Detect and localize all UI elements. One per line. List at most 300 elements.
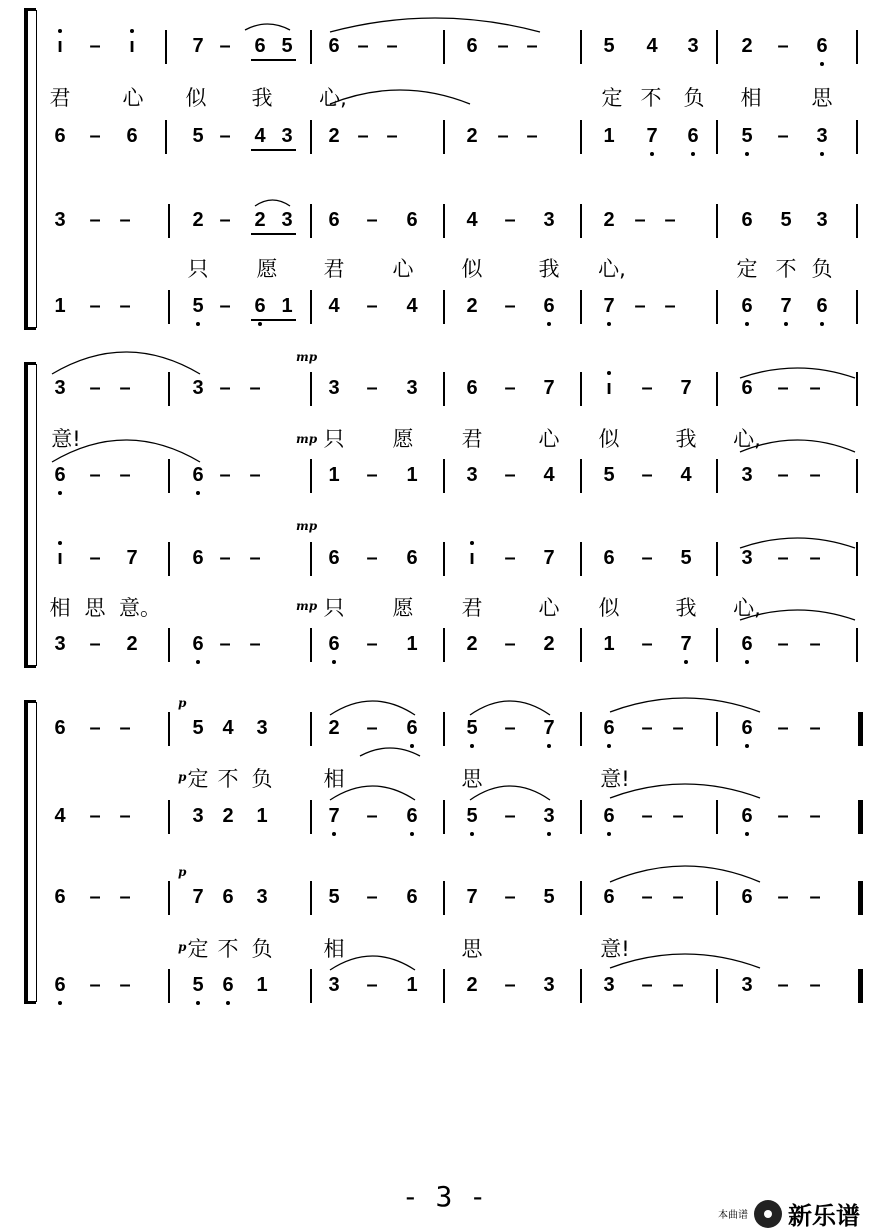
- note-digit: 6: [222, 974, 234, 996]
- barline: [443, 881, 445, 915]
- lyric-syllable: 相: [49, 596, 71, 620]
- note-digit: 2: [466, 633, 478, 655]
- system-line: [36, 364, 37, 666]
- barline: [580, 969, 582, 1003]
- dash-extension: –: [219, 547, 231, 569]
- note-digit: 6: [54, 717, 66, 739]
- dash-extension: –: [777, 547, 789, 569]
- dash-extension: –: [526, 125, 538, 147]
- lyric-syllable: 心,: [733, 596, 761, 620]
- dash-extension: –: [219, 633, 231, 655]
- slur-arc: [470, 701, 550, 715]
- lyric-syllable: 我: [251, 86, 273, 110]
- lyric-syllable: 心: [538, 596, 560, 620]
- note-digit: 7: [543, 547, 555, 569]
- barline: [580, 881, 582, 915]
- note-digit: 7: [646, 125, 658, 147]
- dash-extension: –: [777, 886, 789, 908]
- lyric-syllable: 思: [461, 937, 483, 961]
- barline: [716, 800, 718, 834]
- barline: [716, 969, 718, 1003]
- note-digit: 1: [406, 464, 418, 486]
- lyric-syllable: 意!: [600, 937, 630, 961]
- note-digit: 3: [816, 125, 828, 147]
- octave-dot-below: [691, 152, 695, 156]
- note-digit: 4: [406, 295, 418, 317]
- barline: [580, 542, 582, 576]
- note-digit: 3: [54, 377, 66, 399]
- dash-extension: –: [672, 717, 684, 739]
- slur-arc: [610, 784, 760, 798]
- note-digit: 2: [466, 295, 478, 317]
- lyric-syllable: 似: [598, 427, 620, 451]
- note-digit: 2: [126, 633, 138, 655]
- dash-extension: –: [504, 295, 516, 317]
- barline: [168, 881, 170, 915]
- system-bracket: [24, 362, 35, 668]
- dash-extension: –: [504, 377, 516, 399]
- dash-extension: –: [777, 974, 789, 996]
- octave-dot-below: [196, 1001, 200, 1005]
- dynamic-p: p: [178, 865, 187, 879]
- note-digit: 6: [543, 295, 555, 317]
- dynamic-mp: mp: [296, 599, 318, 613]
- lyric-syllable: 我: [675, 596, 697, 620]
- note-digit: 3: [687, 35, 699, 57]
- lyric-syllable: 定: [187, 937, 209, 961]
- note-digit: 3: [328, 974, 340, 996]
- slur-arc: [255, 200, 290, 206]
- barline: [168, 628, 170, 662]
- dash-extension: –: [89, 633, 101, 655]
- octave-dot-below: [650, 152, 654, 156]
- note-digit: 4: [466, 209, 478, 231]
- dash-extension: –: [526, 35, 538, 57]
- slur-arc: [330, 701, 415, 715]
- note-digit: 7: [543, 717, 555, 739]
- dash-extension: –: [219, 464, 231, 486]
- note-digit: 6: [54, 974, 66, 996]
- note-digit: 7: [680, 633, 692, 655]
- note-digit: 6: [328, 633, 340, 655]
- note-digit: 6: [816, 295, 828, 317]
- note-digit: 6: [192, 547, 204, 569]
- dash-extension: –: [219, 295, 231, 317]
- note-digit: ı: [57, 35, 63, 57]
- note-digit: 6: [328, 35, 340, 57]
- octave-dot-below: [820, 62, 824, 66]
- note-digit: 6: [54, 125, 66, 147]
- dash-extension: –: [634, 209, 646, 231]
- note-digit: 1: [328, 464, 340, 486]
- note-digit: ı: [606, 377, 612, 399]
- note-digit: 4: [222, 717, 234, 739]
- note-digit: 6: [466, 35, 478, 57]
- barline: [165, 120, 167, 154]
- note-digit: 3: [192, 805, 204, 827]
- dash-extension: –: [219, 209, 231, 231]
- note-digit: ı: [129, 35, 135, 57]
- barline: [168, 204, 170, 238]
- note-digit: 5: [281, 35, 293, 57]
- dash-extension: –: [89, 547, 101, 569]
- barline: [716, 712, 718, 746]
- note-digit: 5: [741, 125, 753, 147]
- note-digit: 6: [741, 805, 753, 827]
- note-digit: 3: [741, 547, 753, 569]
- lyric-syllable: 相: [323, 767, 345, 791]
- note-digit: 5: [780, 209, 792, 231]
- barline: [716, 30, 718, 64]
- barline: [580, 628, 582, 662]
- dash-extension: –: [504, 805, 516, 827]
- dash-extension: –: [89, 717, 101, 739]
- dash-extension: –: [119, 805, 131, 827]
- system-bracket: [24, 8, 35, 330]
- barline: [443, 542, 445, 576]
- dash-extension: –: [504, 209, 516, 231]
- dash-extension: –: [777, 35, 789, 57]
- slur-arc: [740, 368, 855, 378]
- note-digit: 6: [126, 125, 138, 147]
- slur-arc: [610, 866, 760, 882]
- octave-dot-below: [58, 1001, 62, 1005]
- barline: [168, 372, 170, 406]
- eighth-underline: [251, 59, 296, 61]
- barline: [856, 204, 858, 238]
- dash-extension: –: [119, 295, 131, 317]
- octave-dot-above: [470, 541, 474, 545]
- dash-extension: –: [504, 717, 516, 739]
- dash-extension: –: [366, 974, 378, 996]
- octave-dot-below: [410, 744, 414, 748]
- dash-extension: –: [366, 717, 378, 739]
- barline: [310, 969, 312, 1003]
- note-digit: 6: [816, 35, 828, 57]
- dash-extension: –: [119, 886, 131, 908]
- octave-dot-below: [547, 322, 551, 326]
- dash-extension: –: [366, 377, 378, 399]
- eighth-underline: [251, 149, 296, 151]
- dash-extension: –: [357, 125, 369, 147]
- dash-extension: –: [777, 125, 789, 147]
- barline: [856, 459, 858, 493]
- note-digit: 2: [741, 35, 753, 57]
- note-digit: 5: [328, 886, 340, 908]
- slur-arc: [610, 698, 760, 712]
- octave-dot-below: [196, 660, 200, 664]
- dash-extension: –: [89, 209, 101, 231]
- lyric-syllable: 似: [598, 596, 620, 620]
- barline: [856, 120, 858, 154]
- dash-extension: –: [366, 209, 378, 231]
- octave-dot-below: [547, 744, 551, 748]
- barline: [716, 372, 718, 406]
- note-digit: 6: [222, 886, 234, 908]
- note-digit: 4: [646, 35, 658, 57]
- octave-dot-above: [607, 371, 611, 375]
- note-digit: 6: [741, 886, 753, 908]
- dash-extension: –: [119, 209, 131, 231]
- barline: [443, 712, 445, 746]
- lyric-syllable: 负: [683, 86, 705, 110]
- logo-caption: 本曲谱: [718, 1210, 748, 1221]
- note-digit: 5: [466, 805, 478, 827]
- octave-dot-below: [196, 322, 200, 326]
- note-digit: 6: [741, 717, 753, 739]
- barline: [310, 881, 312, 915]
- lyric-syllable: 只: [323, 427, 345, 451]
- octave-dot-below: [607, 832, 611, 836]
- dash-extension: –: [504, 464, 516, 486]
- site-logo: [718, 1196, 860, 1231]
- barline: [716, 628, 718, 662]
- note-digit: 7: [780, 295, 792, 317]
- barline: [168, 969, 170, 1003]
- lyric-syllable: 定: [736, 257, 758, 281]
- note-digit: 6: [406, 886, 418, 908]
- barline: [716, 881, 718, 915]
- note-digit: 6: [466, 377, 478, 399]
- note-digit: 3: [281, 209, 293, 231]
- note-digit: 2: [328, 717, 340, 739]
- lyric-syllable: 负: [251, 767, 273, 791]
- barline: [168, 712, 170, 746]
- dash-extension: –: [641, 547, 653, 569]
- octave-dot-below: [332, 832, 336, 836]
- octave-dot-below: [745, 322, 749, 326]
- note-digit: 3: [54, 209, 66, 231]
- note-digit: 3: [192, 377, 204, 399]
- octave-dot-below: [470, 832, 474, 836]
- barline: [580, 204, 582, 238]
- barline: [310, 628, 312, 662]
- barline: [310, 800, 312, 834]
- dash-extension: –: [89, 295, 101, 317]
- dash-extension: –: [504, 633, 516, 655]
- octave-dot-below: [745, 152, 749, 156]
- lyric-syllable: 定: [187, 767, 209, 791]
- note-digit: 3: [406, 377, 418, 399]
- barline: [580, 459, 582, 493]
- dash-extension: –: [634, 295, 646, 317]
- note-digit: 3: [741, 974, 753, 996]
- octave-dot-below: [547, 832, 551, 836]
- note-digit: 7: [328, 805, 340, 827]
- note-digit: 6: [603, 717, 615, 739]
- lyric-syllable: 心,: [733, 427, 761, 451]
- barline: [580, 372, 582, 406]
- dynamic-p: p: [178, 940, 187, 954]
- barline: [310, 120, 312, 154]
- dash-extension: –: [809, 633, 821, 655]
- note-digit: 7: [192, 886, 204, 908]
- lyric-syllable: 思: [84, 596, 106, 620]
- note-digit: 6: [254, 35, 266, 57]
- dash-extension: –: [809, 464, 821, 486]
- barline: [443, 969, 445, 1003]
- note-digit: 6: [328, 547, 340, 569]
- octave-dot-above: [58, 29, 62, 33]
- dash-extension: –: [249, 633, 261, 655]
- dash-extension: –: [89, 464, 101, 486]
- dash-extension: –: [249, 377, 261, 399]
- note-digit: 7: [543, 377, 555, 399]
- dash-extension: –: [809, 886, 821, 908]
- note-digit: 4: [54, 805, 66, 827]
- note-digit: 5: [543, 886, 555, 908]
- note-digit: 2: [254, 209, 266, 231]
- vinyl-icon: [754, 1200, 782, 1228]
- slur-arc: [610, 954, 760, 968]
- barline: [856, 290, 858, 324]
- barline: [716, 542, 718, 576]
- note-digit: 3: [603, 974, 615, 996]
- note-digit: 7: [192, 35, 204, 57]
- lyric-syllable: 思: [811, 86, 833, 110]
- note-digit: 3: [543, 805, 555, 827]
- note-digit: 3: [328, 377, 340, 399]
- octave-dot-below: [745, 744, 749, 748]
- barline: [310, 372, 312, 406]
- dash-extension: –: [641, 886, 653, 908]
- barline: [310, 459, 312, 493]
- barline: [580, 712, 582, 746]
- dash-extension: –: [219, 377, 231, 399]
- dash-extension: –: [119, 377, 131, 399]
- lyric-syllable: 定: [601, 86, 623, 110]
- note-digit: 2: [222, 805, 234, 827]
- lyric-syllable: 似: [461, 257, 483, 281]
- lyric-syllable: 不: [217, 937, 239, 961]
- octave-dot-below: [607, 322, 611, 326]
- note-digit: 1: [281, 295, 293, 317]
- dash-extension: –: [777, 805, 789, 827]
- note-digit: 5: [466, 717, 478, 739]
- slur-arc: [245, 24, 290, 30]
- barline: [443, 120, 445, 154]
- lyric-syllable: 心,: [319, 86, 347, 110]
- lyric-syllable: 负: [811, 257, 833, 281]
- note-digit: 7: [466, 886, 478, 908]
- note-digit: ı: [469, 547, 475, 569]
- dash-extension: –: [89, 377, 101, 399]
- lyric-syllable: 心: [538, 427, 560, 451]
- dash-extension: –: [89, 886, 101, 908]
- slur-arc: [52, 352, 200, 374]
- dash-extension: –: [366, 464, 378, 486]
- note-digit: 2: [466, 974, 478, 996]
- slur-arc: [330, 18, 540, 32]
- barline: [168, 459, 170, 493]
- octave-dot-below: [820, 322, 824, 326]
- lyric-syllable: 我: [675, 427, 697, 451]
- lyric-syllable: 相: [740, 86, 762, 110]
- note-digit: 3: [54, 633, 66, 655]
- note-digit: 6: [406, 805, 418, 827]
- note-digit: 4: [328, 295, 340, 317]
- dash-extension: –: [809, 805, 821, 827]
- octave-dot-below: [684, 660, 688, 664]
- system-line: [36, 10, 37, 328]
- note-digit: 6: [54, 464, 66, 486]
- barline: [716, 204, 718, 238]
- dash-extension: –: [119, 717, 131, 739]
- final-barline: [858, 712, 863, 746]
- note-digit: 1: [54, 295, 66, 317]
- dynamic-p: p: [178, 770, 187, 784]
- dash-extension: –: [664, 295, 676, 317]
- note-digit: 1: [603, 125, 615, 147]
- note-digit: 7: [126, 547, 138, 569]
- octave-dot-below: [258, 322, 262, 326]
- lyric-syllable: 愿: [256, 257, 278, 281]
- barline: [580, 290, 582, 324]
- note-digit: 3: [256, 886, 268, 908]
- note-digit: 3: [466, 464, 478, 486]
- octave-dot-below: [784, 322, 788, 326]
- note-digit: 2: [603, 209, 615, 231]
- barline: [168, 542, 170, 576]
- lyric-syllable: 意。: [119, 596, 161, 620]
- lyric-syllable: 意!: [51, 427, 81, 451]
- dash-extension: –: [249, 464, 261, 486]
- logo-name: 新乐谱: [788, 1202, 860, 1230]
- note-digit: 6: [406, 547, 418, 569]
- final-barline: [858, 881, 863, 915]
- octave-dot-below: [196, 491, 200, 495]
- note-digit: 6: [603, 805, 615, 827]
- dash-extension: –: [89, 805, 101, 827]
- slur-arc: [330, 90, 470, 104]
- slur-arc: [360, 748, 420, 756]
- note-digit: 2: [466, 125, 478, 147]
- lyric-syllable: 负: [251, 937, 273, 961]
- dash-extension: –: [119, 974, 131, 996]
- dash-extension: –: [809, 377, 821, 399]
- note-digit: 6: [741, 377, 753, 399]
- dynamic-mp: mp: [296, 350, 318, 364]
- note-digit: 3: [741, 464, 753, 486]
- barline: [856, 30, 858, 64]
- dash-extension: –: [119, 464, 131, 486]
- eighth-underline: [251, 233, 296, 235]
- note-digit: 6: [741, 633, 753, 655]
- dash-extension: –: [504, 547, 516, 569]
- slur-arc: [740, 538, 855, 548]
- note-digit: 7: [603, 295, 615, 317]
- note-digit: 6: [603, 547, 615, 569]
- dash-extension: –: [89, 125, 101, 147]
- barline: [168, 290, 170, 324]
- lyric-syllable: 相: [323, 937, 345, 961]
- note-digit: 1: [256, 805, 268, 827]
- note-digit: 5: [192, 125, 204, 147]
- note-digit: 4: [680, 464, 692, 486]
- barline: [716, 290, 718, 324]
- dash-extension: –: [497, 35, 509, 57]
- dash-extension: –: [249, 547, 261, 569]
- dash-extension: –: [641, 464, 653, 486]
- note-digit: 5: [680, 547, 692, 569]
- barline: [443, 372, 445, 406]
- barline: [310, 204, 312, 238]
- lyric-syllable: 不: [775, 257, 797, 281]
- dash-extension: –: [641, 974, 653, 996]
- barline: [165, 30, 167, 64]
- system-bracket: [24, 700, 35, 1004]
- note-digit: ı: [57, 547, 63, 569]
